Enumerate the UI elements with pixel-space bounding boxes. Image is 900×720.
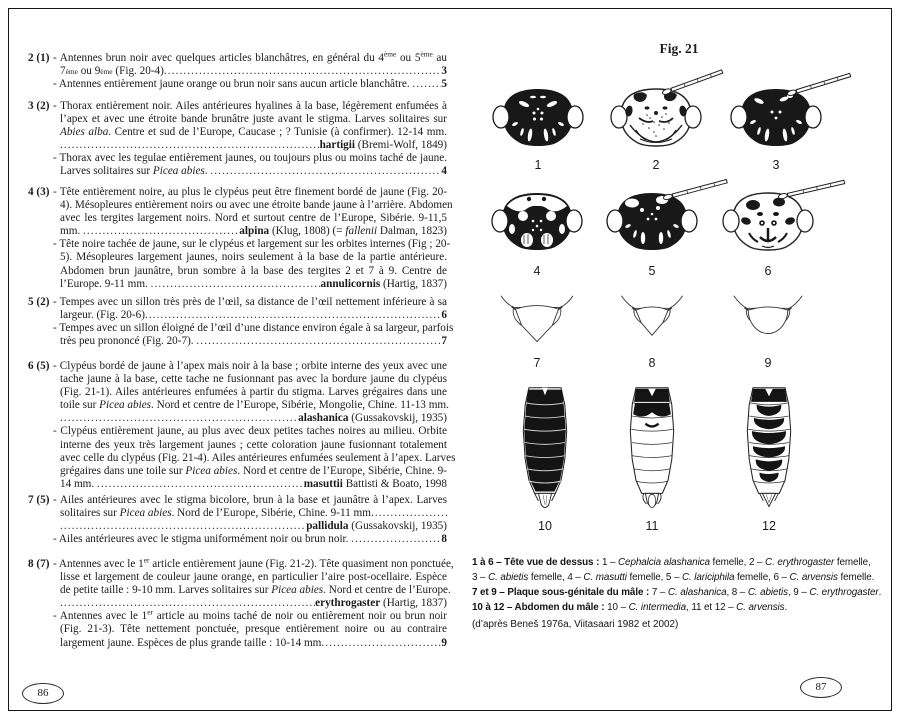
text-segment: - Ailes antérieures avec le stigma uniformément noir ou brun noir. [53,533,352,546]
key-line [53,425,447,438]
key-line [60,199,453,212]
text-segment: (Klug, 1808) (= [269,225,346,238]
text-segment: ou 9 [77,65,101,78]
text-segment: 7 [441,335,447,348]
text-segment: l’apex et avec une étroite bande brunâtre juste avant le stigma. Larves solitaires sur [60,113,447,126]
text-segment: très peu prononcé (Fig. 20-7). [60,335,197,348]
key-line [60,623,447,636]
figure-label-6: 6 [764,264,772,278]
key-line [60,212,447,225]
text-segment: - Thorax avec les tegulae entièrement jaunes, ou toujours plus ou moins taché de jaune. [53,152,447,165]
text-segment: lisse et largement de couleur jaune orange, en particulier l’aire post-ocellaire. Espèce [60,571,447,584]
figure-caption [472,555,892,615]
key-line [53,78,447,91]
key-line [53,360,447,373]
key-entry-5 [28,296,454,348]
figure-title: Fig. 21 [659,41,699,56]
text-segment: (Hartig, 1837) [380,597,447,610]
key-line [53,296,447,309]
text-segment: , 11 et 12 – [686,602,737,613]
text-segment: , 9 – [788,587,810,598]
text-segment: 10 à 12 – Abdomen du mâle : [472,602,608,613]
text-segment: au [432,52,447,64]
key-entry-7 [28,494,447,546]
text-segment: C. intermedia [628,602,687,613]
text-segment: - Tempes avec un sillon éloigné de l’œil d’une distance environ égale à sa largeur, parfois [53,322,454,335]
text-segment: C. lariciphila [681,572,735,583]
dot-leader [83,225,239,238]
text-segment: 7 [60,65,66,78]
dot-leader [371,507,447,520]
text-segment: toile sur [60,399,100,412]
dot-leader [60,412,298,425]
text-segment: er [143,555,150,565]
key-entry-3 [28,100,448,179]
text-segment: - Antennes brun noir avec quelques articles blanchâtres, en général du 4 [53,52,384,64]
text-segment: Battisti & Boato, 1998 [342,477,447,490]
text-segment: (Fig. 21-1). Ailes antérieures enfumées à partir du stigma. Larves grégaires dans une [60,386,447,399]
text-segment: (Fig. 21-3). Tête nettement ponctuée, presque entièrement noire ou au contraire [60,623,447,636]
text-segment: Abdomen brun jaunâtre, brun sombre à la base des tergites 2 et 7 à 9. Centre de [60,264,447,277]
text-segment: de petite taille : 9-10 mm. Larves solitaires sur [60,584,272,597]
caption-line [472,585,892,600]
text-segment: - Antennes avec le 1 [53,610,148,623]
text-segment: ème [383,49,397,59]
caption-line [472,570,892,585]
dot-leader [60,139,320,152]
text-segment: . Nord et centre de l’Europe. [323,584,451,597]
key-entry-4 [28,186,453,291]
key-line [53,238,451,251]
text-segment: Picea abies [271,584,324,597]
text-segment: ème [420,49,433,59]
key-line [60,637,447,650]
dot-leader [210,165,441,178]
key-line [60,251,447,264]
key-line [53,152,447,165]
text-segment: 10 – [607,602,629,613]
figure-label-5: 5 [648,264,656,278]
figure-head-4-masutti-female [487,188,587,258]
text-segment: avec les tergites largement noirs. Nord et surtout centre de l’Europe, Sibérie. 9-11,5 [60,212,447,225]
text-segment: 9 [441,636,447,649]
key-line [53,533,447,546]
text-segment: C. abietis [747,587,788,598]
text-segment: femelle, 5 – [626,572,682,583]
text-segment: - Antennes entièrement jaune orange ou brun noir sans aucun article blanchâtre. [53,78,413,91]
text-segment: C. erythrogaster [765,557,835,568]
text-segment: , 8 – [726,587,748,598]
key-line: 7 ème ou 9 ème (Fig. 20-4) ..... 3 [60,65,447,78]
dot-leader [60,520,306,533]
text-segment: hartigii [319,139,355,152]
key-line [60,597,447,610]
text-segment: fallenii [345,225,378,238]
key-line [60,113,447,126]
text-segment: largement jaune. Espèces de plus grande taille : 10-14 mm [60,636,322,649]
text-segment: Cephalcia alashanica [618,557,710,568]
text-segment: - Clypéus bordé de jaune à l’apex mais noir à la base ; orbite interne des yeux avec une [53,360,447,372]
text-segment: femelle, 4 – [528,572,584,583]
key-line [60,139,447,152]
key-line [53,555,454,571]
text-segment: Abies alba [60,126,109,139]
key-line [53,49,447,65]
dot-leader [151,278,321,291]
page-number-left-value: 86 [37,687,49,699]
text-segment: largeur. (Fig. 20-6) [60,309,145,322]
text-segment: Picea abies [152,165,205,178]
text-segment: . [204,165,211,178]
key-line [60,584,451,597]
key-line [60,507,447,520]
text-segment: . Nord de l’Europe, Sibérie, Chine. 9-11 mm [171,507,371,520]
text-segment: Picea abies [185,464,238,477]
text-segment: 4 [441,165,447,178]
text-segment: avec celle du clypéus (Fig. 21-4). Ailes antérieures enfumées seulement à l’apex. Larves [60,451,456,464]
text-segment: article au moins taché de noir ou entièrement noir ou brun noir [153,610,447,623]
figure-plate-8-abietis-male [607,290,697,350]
text-segment: interne des yeux très largement jaunes ; cette coloration jaune fusionnant totalement [60,438,447,451]
text-segment: 14 mm. [60,477,97,490]
figure-head-3-abietis-female [726,84,826,154]
text-segment: masuttii [303,477,343,490]
key-line [60,520,447,533]
figure-label-3: 3 [772,158,780,172]
key-line [60,465,447,478]
dot-leader [196,335,441,348]
text-segment: 5). Mésopleures largement jaunes, noirs seulement à la base de la partie antérieure. [60,251,447,264]
text-segment: - Tête entièrement noire, au plus le clypéus peut être finement bordé de jaune (Fig. 20- [53,186,447,198]
text-segment: Larves solitaires sur [60,165,153,178]
dot-leader [164,65,442,78]
text-segment: Picea abies [119,507,172,520]
figure-label-7: 7 [533,356,541,370]
figure-label-9: 9 [764,356,772,370]
key-entry-2 [28,49,447,91]
text-segment: 7 – [651,587,668,598]
text-segment: - Clypéus entièrement jaune, au plus avec deux petites taches noires au milieu. Orbite [53,425,447,438]
text-segment: . Centre et sud de l’Europe, Caucase ; ? Tunisie (à confirmer). 12-14 mm. [108,126,448,139]
text-segment: 3 [441,65,447,78]
figure-plate-7-alashanica-male [492,290,582,350]
text-segment: 5 [441,78,447,91]
figure-label-12: 12 [762,519,776,533]
text-segment: - Ailes antérieures avec le stigma bicolore, brun à la base et jaunâtre à l’apex. Larves [53,494,447,506]
text-segment: solitaires sur [60,507,120,520]
text-segment: - Antennes avec le 1 [53,558,144,570]
text-segment: erythrogaster [315,597,381,610]
key-line [53,100,447,113]
text-segment: . Nord et centre de l’Europe, Sibérie, Mongolie, Chine. 11-13 mm. [151,399,449,412]
text-segment: (Gussakovskij, 1935) [348,520,447,533]
figure-plate-9-erythrogaster-male [723,290,813,350]
key-line [60,373,447,386]
caption-line [472,600,892,615]
text-segment: mm. [60,225,83,238]
text-segment: grégaires dans une toile sur [60,464,186,477]
dot-leader [97,478,304,491]
figure-head-5-lariciphila-female [602,188,702,258]
figure-label-8: 8 [648,356,656,370]
text-segment: 3 – [472,572,489,583]
key-line [60,478,447,491]
text-segment: C. alashanica [667,587,727,598]
figure-attribution: (d’après Beneš 1976a, Viitasaari 1982 et 2002) [472,619,679,630]
text-segment: 1 à 6 – Tête vue de dessus : [472,557,602,568]
text-segment: C. arvensis [736,602,785,613]
figure-abdomen-11-arvensis-male [619,384,685,516]
text-segment: 7 et 9 – Plaque sous-génitale du mâle : [472,587,652,598]
key-line [53,186,447,199]
text-segment: femelle, 6 – [734,572,790,583]
key-line [60,309,447,322]
text-segment: - Tête noire tachée de jaune, sur le clypéus et largement sur les orbites internes (Fig ; 20- [53,238,451,251]
figure-head-6-arvensis-female [718,188,818,258]
key-line [60,165,447,178]
text-segment: article entièrement jaune (Fig. 21-2). Tête quasiment non ponctuée, [149,558,454,570]
text-segment: femelle, 2 – [709,557,766,568]
text-segment: . Nord et centre de l’Europe, Sibérie, Chine. 9- [237,464,447,477]
figure-head-1-alashanica-female [488,84,588,154]
figure-abdomen-10-intermedia-male [512,384,578,516]
key-line [53,607,447,623]
key-line [60,439,447,452]
text-segment: 8 [441,533,447,546]
dot-leader [60,597,315,610]
key-line [60,126,447,139]
text-segment: (Gussakovskij, 1935) [348,412,447,425]
text-segment: (Hartig, 1837) [380,277,447,290]
page-number-left [22,683,64,704]
text-segment: C. abietis [488,572,529,583]
entry-number: 4 (3) [28,186,50,198]
text-segment: . [878,587,882,598]
key-entry-6 [28,360,456,491]
entry-number: 2 (1) [28,52,50,64]
key-line [60,265,447,278]
dot-leader [412,78,441,91]
key-line [60,225,447,238]
text-segment: l’Europe. 9-11 mm. [60,277,151,290]
text-segment: (Bremi-Wolf, 1849) [355,139,447,152]
text-segment: C. arvensis [789,572,838,583]
text-segment: er [147,607,154,617]
text-segment: alashanica [298,412,349,425]
text-segment: annulicornis [320,277,381,290]
text-segment: pallidula [306,520,349,533]
text-segment: - Thorax entièrement noir. Ailes antérieures hyalines à la base, légèrement enfumées à [53,100,447,112]
figure-label-11: 11 [645,519,659,533]
key-line [53,322,454,335]
dot-leader [145,309,441,322]
page-number-right [800,677,842,698]
text-segment: (Fig. 20-4) [112,65,164,78]
key-line [60,451,456,465]
key-entry-8 [28,555,454,650]
key-line [60,412,447,425]
figure-label-1: 1 [534,158,542,172]
figure-abdomen-12-arvensis-male [736,384,802,516]
entry-number: 5 (2) [28,296,50,308]
entry-number: 7 (5) [28,494,50,506]
dot-leader [351,533,441,546]
entry-number: 3 (2) [28,100,50,112]
key-line [53,494,447,507]
text-segment: Dalman, 1823) [377,225,447,238]
text-segment: . [784,602,788,613]
figure-head-2-erythrogaster-female [606,84,706,154]
text-segment: 6 [441,309,447,322]
text-segment: alpina [239,225,270,238]
key-line [60,399,447,412]
text-segment: C. erythrogaster [809,587,879,598]
text-segment: C. masutti [583,572,627,583]
page-number-right-value: 87 [815,681,827,693]
text-segment: ou 5 [396,52,421,64]
figure-label-10: 10 [538,519,552,533]
key-line [60,571,447,584]
entry-number: 6 (5) [28,360,50,372]
figure-label-2: 2 [652,158,660,172]
text-segment: 4). Mésopleures entièrement noirs ou avec une étroite bande jaune à l’arrière. Abdomen [60,199,453,212]
text-segment: femelle, [834,557,871,568]
text-segment: 1 – [601,557,619,568]
figure-label-4: 4 [533,264,541,278]
key-line [60,278,447,291]
entry-number: 8 (7) [28,558,50,570]
dot-leader [321,637,441,650]
key-line [60,386,447,399]
text-segment: - Tempes avec un sillon très près de l’œil, sa distance de l’œil nettement inférieure à sa [53,296,447,308]
caption-line [472,555,892,570]
key-line [60,335,447,348]
text-segment: tache jaune à la base, cette tache ne fusionnant pas avec la bordure jaune du clypéus [60,373,447,386]
text-segment: femelle. [837,572,875,583]
text-segment: Picea abies [99,399,152,412]
